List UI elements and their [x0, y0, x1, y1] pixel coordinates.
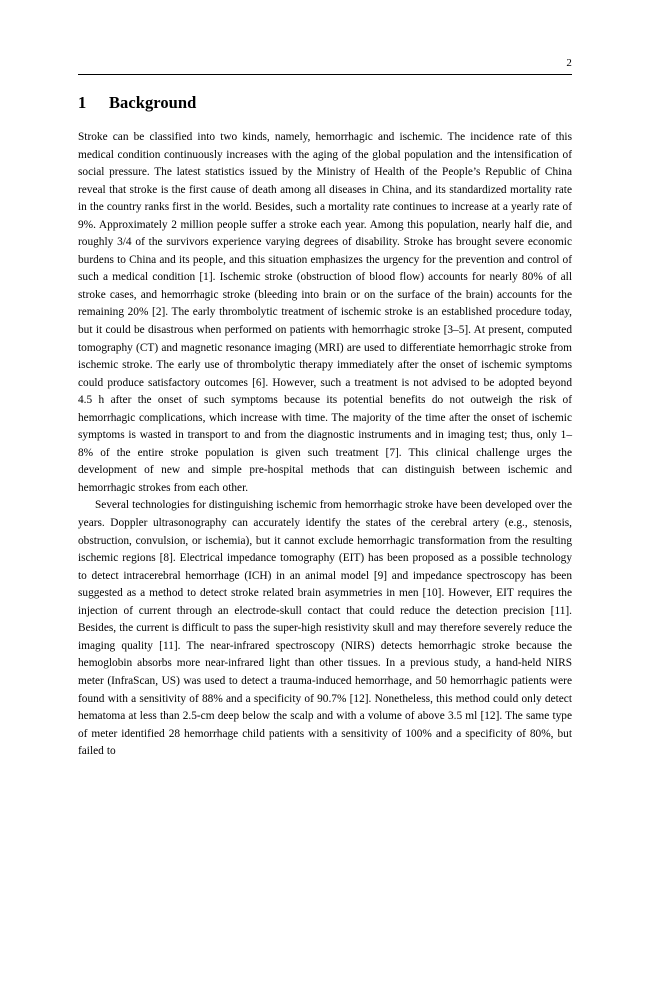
page-content-column — [78, 0, 572, 761]
section-title: Background — [109, 93, 197, 112]
paragraph: Stroke can be classified into two kinds, namely, hemorrhagic and ischemic. The incidence rate of this medical condition continuously increases with the aging of the global population and the intensification of social pressure. The latest statistics issued by the Ministry of Health of the People’s Republic of China reveal that stroke is the first cause of death among all diseases in China, and its standardized mortality rate in the country ranks first in the world. Besides, such a mortality rate continues to increase at a yearly rate of 9%. Approximately 2 million people suffer a stroke each year. Among this population, nearly half die, and roughly 3/4 of the survivors experience varying degrees of disability. Stroke has brought severe economic burdens to China and its people, and this situation emphasizes the urgency for the prevention and control of such a medical condition [1]. Ischemic stroke (obstruction of blood flow) accounts for nearly 80% of all stroke cases, and hemorrhagic stroke (bleeding into brain or on the surface of the brain) accounts for the remaining 20% [2]. The early thrombolytic treatment of ischemic stroke is an established procedure today, but it could be disastrous when performed on patients with hemorrhagic stroke [3–5]. At present, computed tomography (CT) and magnetic resonance imaging (MRI) are used to differentiate hemorrhagic stroke from ischemic stroke. The early use of thrombolytic therapy immediately after the onset of ischemic symptoms could produce satisfactory outcomes [6]. However, such a treatment is not advised to be adopted beyond 4.5 h after the onset of such symptoms because its potential benefits do not outweigh the risk of hemorrhagic complications, which increase with time. The majority of the time after the onset of ischemic symptoms is wasted in transport to and from the diagnostic instruments and in imaging test; thus, only 1–8% of the entire stroke population is given such treatment [7]. This clinical challenge urges the development of new and simple pre-hospital methods that can distinguish between ischemic and hemorrhagic strokes from each other. — [78, 131, 572, 494]
running-head — [78, 0, 572, 75]
paragraph: Several technologies for distinguishing ischemic from hemorrhagic stroke have been developed over the years. Doppler ultrasonography can accurately identify the states of the cerebral artery (e.g., stenosis, obstruction, convulsion, or ischemia), but it cannot exclude hemorrhagic transformation from the resulting ischemic regions [8]. Electrical impedance tomography (EIT) has been proposed as a possible technology to detect intracerebral hemorrhage (ICH) in an animal model [9] and impedance spectroscopy has been suggested as a method to detect stroke related brain asymmetries in men [10]. However, EIT requires the injection of current through an electrode-skull contact that could reduce the detection precision [11]. Besides, the current is difficult to pass the super-high resistivity skull and may therefore severely reduce the imaging quality [11]. The near-infrared spectroscopy (NIRS) detects hemorrhagic stroke because the hemoglobin absorbs more near-infrared light than other tissues. In a previous study, a hand-held NIRS meter (InfraScan, US) was used to detect a trauma-induced hemorrhage, and 50 hemorrhagic patients were found with a sensitivity of 88% and a specificity of 90.7% [12]. Nonetheless, this method could only detect hematoma at less than 2.5-cm deep below the scalp and with a volume of above 3.5 ml [12]. The same type of meter identified 28 hemorrhage child patients with a sensitivity of 100% and a specificity of 80%, but failed to — [78, 499, 572, 758]
page-number: 2 — [566, 57, 572, 69]
body-text — [78, 129, 572, 761]
section-heading — [78, 93, 572, 113]
header-rule — [78, 74, 572, 75]
section-number: 1 — [78, 93, 87, 112]
